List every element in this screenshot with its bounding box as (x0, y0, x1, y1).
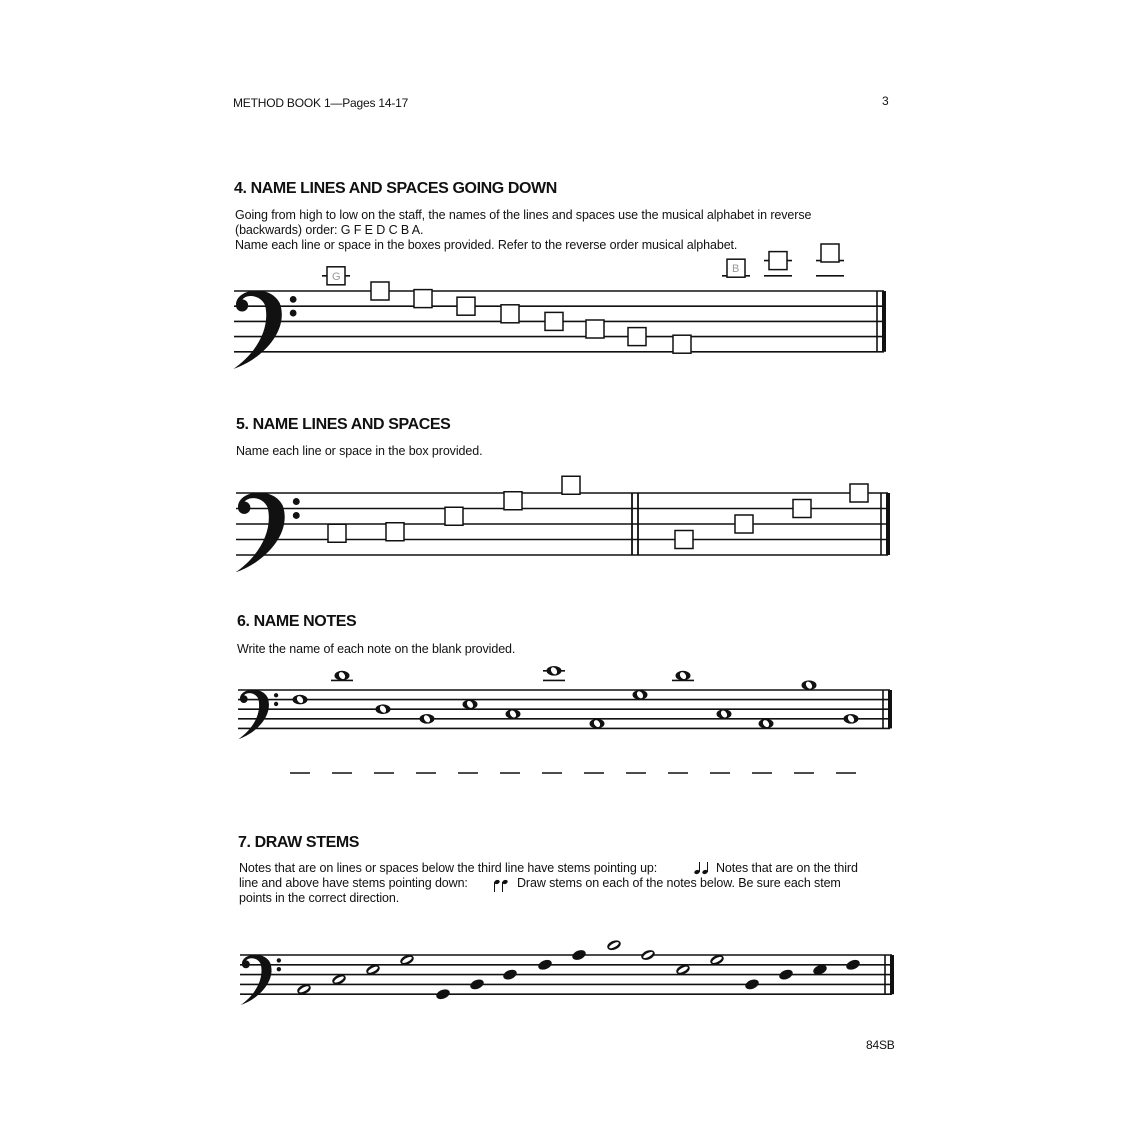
answer-box (545, 312, 563, 330)
bass-clef-dot (293, 512, 300, 519)
running-header: METHOD BOOK 1—Pages 14-17 (233, 96, 409, 110)
sample-answer-b: B (732, 263, 740, 276)
bass-clef (238, 690, 278, 739)
whole-note (463, 700, 478, 710)
answer-box (586, 320, 604, 338)
bass-clef-head (236, 299, 248, 311)
section-6-instruction: Write the name of each note on the blank provided. (237, 642, 516, 656)
section-4-title: 4. NAME LINES AND SPACES GOING DOWN (234, 180, 557, 197)
bass-clef-dot (290, 310, 297, 317)
bass-clef-dot (274, 693, 278, 697)
answer-box (850, 484, 868, 502)
answer-box (793, 500, 811, 518)
whole-note (590, 719, 605, 729)
quarter-notehead (778, 968, 794, 981)
quarter-notehead (435, 987, 451, 1000)
whole-note (420, 714, 435, 724)
answer-box (735, 515, 753, 533)
whole-note (547, 666, 562, 676)
bass-clef-dot (274, 702, 278, 706)
exercise-7-staff (240, 955, 892, 994)
section-5-instruction: Name each line or space in the box provided. (236, 444, 483, 458)
bass-clef-head (240, 695, 248, 703)
answer-box (821, 244, 839, 262)
answer-box (328, 524, 346, 542)
half-note (640, 948, 656, 961)
answer-box (501, 305, 519, 323)
half-note (606, 938, 622, 951)
section-7-text-1: Notes that are on lines or spaces below the third line have stems pointing up: (239, 861, 658, 875)
whole-note (676, 671, 691, 681)
whole-note (717, 709, 732, 719)
answer-box (562, 476, 580, 494)
bass-clef-head (238, 502, 250, 514)
whole-note (844, 714, 859, 724)
whole-note (802, 680, 817, 690)
inline-stem-examples (494, 862, 709, 892)
answer-box (414, 290, 432, 308)
page-number: 3 (882, 94, 889, 108)
whole-note (759, 719, 774, 729)
whole-note (506, 709, 521, 719)
bass-clef-dot (277, 967, 281, 971)
quarter-notehead (537, 958, 553, 971)
answer-box (673, 335, 691, 353)
bass-clef (236, 492, 300, 572)
section-4-intro: Going from high to low on the staff, the names of the lines and spaces use the musical alphabet in reverse (backwards) order: G F E D C B A. (235, 208, 812, 237)
bass-clef-dot (290, 296, 297, 303)
section-7-text-2: Notes that are on the third (716, 861, 858, 875)
bass-clef-dot (277, 958, 281, 962)
exercise-6-staff (238, 690, 890, 728)
whole-note (633, 690, 648, 700)
sample-answer-g: G (332, 270, 341, 283)
section-5-title: 5. NAME LINES AND SPACES (236, 416, 451, 433)
section-7-text-5: points in the correct direction. (239, 891, 400, 905)
section-6-title: 6. NAME NOTES (237, 613, 357, 630)
section-7-text-4: Draw stems on each of the notes below. Be sure each stem (517, 876, 841, 890)
bass-clef-dot (293, 498, 300, 505)
quarter-notehead (744, 978, 760, 991)
bass-clef (240, 955, 281, 1006)
quarter-notehead (469, 978, 485, 991)
answer-box (675, 531, 693, 549)
answer-box (504, 492, 522, 510)
answer-box (445, 507, 463, 525)
whole-note (293, 695, 308, 705)
quarter-notehead (502, 968, 518, 981)
quarter-notehead (571, 948, 587, 961)
whole-note (376, 704, 391, 714)
section-7-title: 7. DRAW STEMS (238, 834, 360, 851)
quarter-notehead (845, 958, 861, 971)
whole-note (335, 671, 350, 681)
answer-box (457, 297, 475, 315)
section-7-text-3: line and above have stems pointing down: (239, 876, 468, 890)
bass-clef (234, 290, 297, 368)
answer-box (386, 523, 404, 541)
answer-box (769, 252, 787, 270)
footer-code: 84SB (866, 1038, 895, 1052)
bass-clef-head (242, 960, 250, 968)
section-4-instruction: Name each line or space in the boxes provided. Refer to the reverse order musical alphabet. (235, 238, 738, 252)
answer-box (628, 328, 646, 346)
answer-box (371, 282, 389, 300)
